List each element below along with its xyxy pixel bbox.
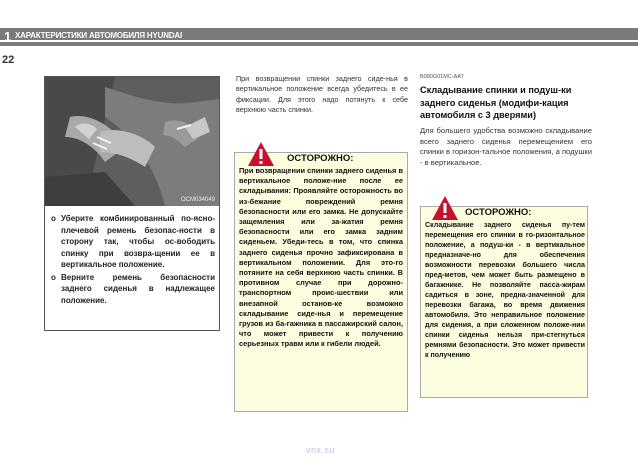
warning-box	[234, 152, 408, 412]
footer-watermark: vnx.su	[306, 445, 336, 455]
figure-code: OCM034049	[180, 197, 215, 203]
section-title: Складывание спинки и подуш-ки заднего сиденья (модифи-кация автомобиля с 3 дверями)	[420, 85, 572, 120]
instruction-list	[51, 213, 215, 307]
warning-title: ОСТОРОЖНО:	[287, 153, 354, 164]
section-text: Для большего удобства возможно складывание всего заднего сиденья перемещением его спинки в горизон-тальное положения, а подушки - в вертикальное.	[420, 126, 592, 167]
chapter-number: 1	[4, 29, 12, 44]
page-number: 22	[2, 54, 15, 66]
bullet-marker: o	[51, 272, 56, 282]
section-code: B080G01MC-AAT	[420, 74, 464, 80]
paragraph-intro: При возвращении спинки заднего сиде-нья в вертикальное положение всегда убедитесь в ее фиксации. Для этого надо потянуть к себе верхнюю часть спинки.	[236, 74, 408, 114]
warning-text: Складывание заднего сиденья пу-тем перемещения его спинки в го-ризонтальное положение, а подуш-ки - в вертикальное предназначе-но для обеспечения возможности перевозки большего числа пред-метов, чем может быть размещено в багажнике. Не позволяйте пасса-жирам садиться в зоне, предна-значенной для перевозки багажа, во время движения автомобиля. Это неправильное положение для сидения, а при сложенном положе-нии спинки сиденья нельзя при-стегнуться ремнями безопасности. Это может привести к получению	[425, 221, 585, 359]
bullet-marker: o	[51, 214, 56, 223]
instruction-text: Уберите комбинированный по-ясно-плечевой ремень безопас-ности в сторону так, чтобы ос-вободить спинку при возвра-щении ее в вертикальное положение.	[61, 214, 215, 269]
warning-title: ОСТОРОЖНО:	[465, 207, 532, 218]
warning-box	[420, 206, 588, 398]
warning-triangle-icon	[247, 141, 275, 167]
instruction-text: Верните ремень безопасности заднего сиденья в надлежащее положение.	[61, 272, 215, 305]
header-underline-bar	[0, 42, 638, 46]
seat-belt-photo	[45, 77, 219, 206]
warning-triangle-icon	[431, 195, 459, 221]
illustration-box	[44, 76, 220, 331]
list-item	[51, 272, 215, 307]
chapter-title: ХАРАКТЕРИСТИКИ АВТОМОБИЛЯ HYUNDAI	[15, 31, 182, 40]
list-item	[51, 213, 215, 271]
warning-text: При возвращении спинки заднего сиденья в вертикальное положе-ние после ее складывания: Проявляйте осторожность во из-бежание повреждений ремня безопасности или его замка. Не допускайте защемления или за-жатия ремня безопасности или его замка задним сиденьем. Убеди-тесь в том, что спинка заднего сиденья прочно зафиксирована в вертикальном положении. Для это-го потяните на себя верхнюю часть спинки. В противном случае при дорожно-транспортном проис-шествии или внезапной останов-ке возможно складывание сиде-нья и перемещение грузов из ба-гажника в пассажирский салон, что может привести к получению серьезных травм или к гибели людей.	[239, 166, 403, 349]
